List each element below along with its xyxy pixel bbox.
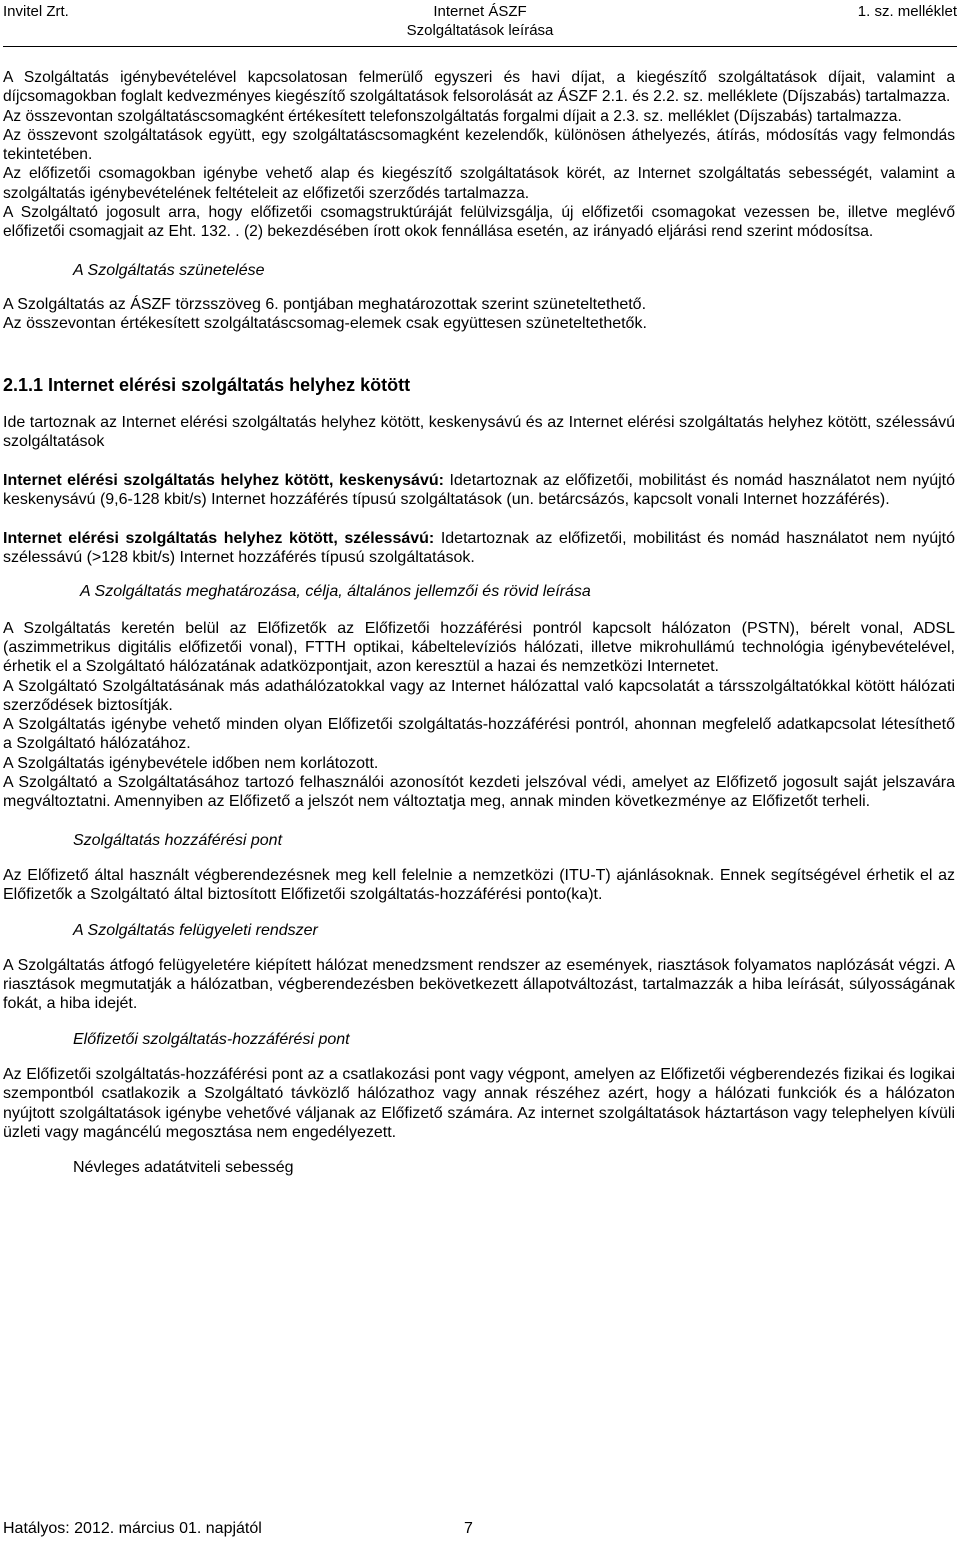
definition-heading: A Szolgáltatás meghatározása, célja, általános jellemzői és rövid leírása — [80, 583, 591, 601]
monitoring-paragraph: A Szolgáltatás átfogó felügyeletére kiépített hálózat menedzsment rendszer az események, riasztások folyamatos naplózását végzi. A riasztások megmutatják a hálózatban, végberendezésben bekövetkezett állapotváltozást, tartalmazzák a hiba leírását, súlyosságának fokát, a hiba idejét. — [3, 956, 955, 1013]
suspension-heading: A Szolgáltatás szünetelése — [73, 261, 265, 279]
header-doc-subtitle: Szolgáltatások leírása — [406, 22, 554, 39]
narrowband-label: Internet elérési szolgáltatás helyhez kötött, keskenysávú: — [3, 472, 444, 490]
subscriber-point-paragraph: Az Előfizetői szolgáltatás-hozzáférési pont az a csatlakozási pont vagy végpont, amelyen az Előfizetői végberendezés fizikai és logikai szempontból csatlakozik a Szolgáltató távközlő hálózathoz vagy annak részéhez azért, hogy a hálózati funkciók és a hálózaton nyújtott szolgáltatások igénybe vehetővé váljanak az Előfizető számára. Az internet szolgáltatások háztartáson vagy telephelyen kívüli üzleti vagy magáncélú megosztása nem engedélyezett. — [3, 1065, 955, 1141]
intro-paragraph-2: Az összevontan szolgáltatáscsomagként értékesített telefonszolgáltatás forgalmi díjait a 2.3. sz. melléklet (Díjszabás) tartalmazza. — [3, 107, 902, 125]
monitoring-heading: A Szolgáltatás felügyeleti rendszer — [73, 921, 318, 939]
suspension-paragraph-1: A Szolgáltatás az ÁSZF törzsszöveg 6. pontjában meghatározottak szerint szüneteltethető. — [3, 295, 647, 313]
suspension-paragraph-2: Az összevontan értékesített szolgáltatáscsomag-elemek csak együttesen szüneteltethetők. — [3, 315, 647, 333]
page-header — [3, 2, 957, 42]
header-divider — [3, 46, 957, 47]
page-footer — [3, 1519, 603, 1538]
header-title — [3, 2, 957, 40]
header-doc-title: Internet ÁSZF — [433, 3, 527, 20]
definition-paragraph-3: A Szolgáltatás igénybe vehető minden olyan Előfizetői szolgáltatás-hozzáférési pontról, ahonnan megfelelő adatkapcsolat létesíthető a Szolgáltató hálózatához. — [3, 716, 955, 753]
intro-paragraph-5: A Szolgáltató jogosult arra, hogy előfizetői csomagstruktúráját felülvizsgálja, új előfizetői csomagokat vezessen be, illetve meglévő előfizetői csomagjait az Eht. 132. . (2) bekezdésében írott okok fennállása esetén, az irányadó eljárási rend szerint módosítsa. — [3, 204, 955, 241]
footer-page-number: 7 — [464, 1520, 473, 1537]
header-company: Invitel Zrt. — [3, 3, 69, 20]
nominal-speed-heading: Névleges adatátviteli sebesség — [73, 1159, 294, 1177]
intro-paragraph-4: Az előfizetői csomagokban igénybe vehető alap és kiegészítő szolgáltatások körét, az Internet szolgáltatás sebességét, valamint a szolgáltatás igénybevételének feltételeit az előfizetői szerződés tartalmazza. — [3, 165, 955, 202]
intro-paragraph-3: Az összevont szolgáltatások együtt, egy szolgáltatáscsomagként kezelendők, különösen áthelyezés, átírás, módosítás vagy felmondás tekintetében. — [3, 126, 955, 164]
access-point-heading: Szolgáltatás hozzáférési pont — [73, 831, 283, 849]
definition-paragraph-2: A Szolgáltató Szolgáltatásának más adathálózatokkal vagy az Internet hálózattal való kapcsolatát a társszolgáltatókkal kötött hálózati szerződések biztosítják. — [3, 677, 955, 714]
subscriber-point-heading: Előfizetői szolgáltatás-hozzáférési pont — [73, 1030, 350, 1048]
footer-effective-date: Hatályos: 2012. március 01. napjától — [3, 1520, 262, 1537]
narrowband-paragraph — [3, 471, 955, 510]
broadband-text: Idetartoznak az előfizetői, mobilitást és nomád használatot nem nyújtó szélessávú (>128 kbit/s) Internet hozzáférés típusú szolgáltatások. — [3, 529, 956, 567]
broadband-label: Internet elérési szolgáltatás helyhez kötött, szélessávú: — [3, 529, 435, 547]
narrowband-text: Idetartoznak az előfizetői, mobilitást és nomád használatot nem nyújtó keskenysávú (9,6-128 kbit/s) Internet hozzáférés típusú szolgáltatások (un. betárcsázós, kapcsolt vonali Internet hozzáférés). — [3, 472, 956, 509]
definition-paragraph-5: A Szolgáltató a Szolgáltatásához tartozó felhasználói azonosítót kezdeti jelszóval védi, amelyet az Előfizető jogosult saját jelszavára megváltoztatni. Amennyiben az Előfizető a jelszót nem változtatja meg, annak minden következménye az Előfizetőt terheli. — [3, 774, 955, 811]
definition-paragraph-4: A Szolgáltatás igénybevétele időben nem korlátozott. — [3, 754, 379, 772]
section-title: 2.1.1 Internet elérési szolgáltatás helyhez kötött — [3, 374, 411, 395]
section-intro: Ide tartoznak az Internet elérési szolgáltatás helyhez kötött, keskenysávú és az Internet elérési szolgáltatás helyhez kötött, szélessávú szolgáltatások — [3, 413, 955, 450]
header-annex: 1. sz. melléklet — [857, 3, 957, 20]
intro-paragraph-1: A Szolgáltatás igénybevételével kapcsolatosan felmerülő egyszeri és havi díjat, a kiegészítő szolgáltatások díjait, valamint a díjcsomagokban foglalt kedvezményes kiegészítő szolgáltatások felsorolását az ÁSZF 2.1. és 2.2. sz. melléklete (Díjszabás) tartalmazza. — [3, 69, 955, 106]
access-point-paragraph: Az Előfizető által használt végberendezésnek meg kell felelnie a nemzetközi (ITU-T) ajánlásoknak. Ennek segítségével érhetik el az Előfizetők a Szolgáltató által biztosított Előfizetői szolgáltatás-hozzáférési ponto(ka)t. — [3, 866, 955, 904]
broadband-paragraph — [3, 529, 955, 568]
document-body — [3, 68, 955, 1177]
definition-paragraph-1: A Szolgáltatás keretén belül az Előfizetők az Előfizetői hozzáférési pontról kapcsolt hálózaton (PSTN), bérelt vonal, ADSL (aszimmetrikus digitális előfizetői vonal), FTTH optikai, kábeltelevíziós hálózati, illetve mikrohullámú technológia igénybevételével, érhetik el a Szolgáltató hálózatának adatközpontjait, azon keresztül a hazai és nemzetközi Internetet. — [3, 619, 955, 676]
